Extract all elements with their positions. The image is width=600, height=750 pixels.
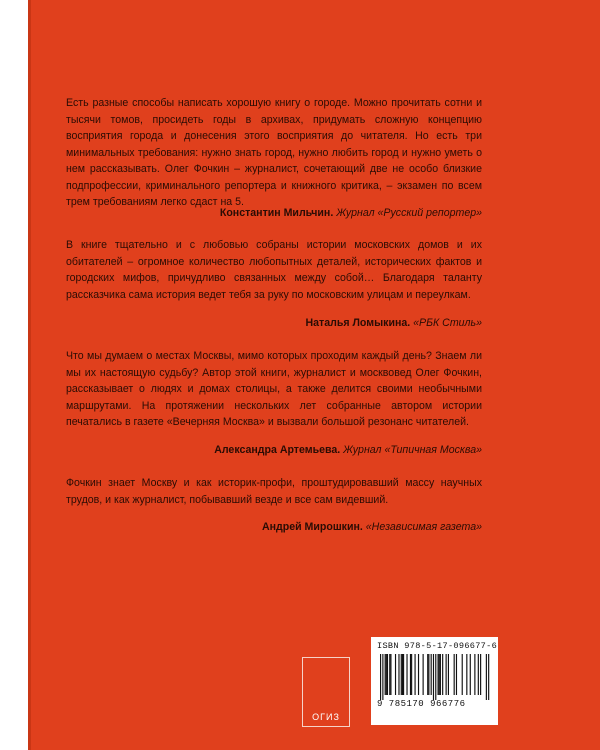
barcode-bar — [411, 654, 412, 695]
review-text-3: Что мы думаем о местах Москвы, мимо которых проходим каждый день? Знаем ли мы их настоящую судьбу? Автор этой книги, журналист и москвовед Олег Фочкин, рассказывает о людях и домах столицы, а также делится своими необычными маршрутами. На протяжении нескольких лет собранные автором истории печатались в газете «Вечерняя Москва» и вызвали большой резонанс читателей. — [66, 350, 482, 428]
barcode-bar — [486, 654, 487, 700]
barcode-bar — [387, 654, 388, 695]
barcode-bar — [380, 654, 381, 700]
barcode-bar — [438, 654, 439, 695]
barcode-bar — [470, 654, 471, 695]
barcode-bar — [448, 654, 449, 695]
isbn-label: ISBN 978-5-17-096677-6 — [377, 641, 498, 651]
barcode-bar — [428, 654, 429, 695]
barcode-bar — [406, 654, 407, 695]
barcode-bar — [427, 654, 428, 695]
publisher-logo — [302, 657, 350, 727]
review-author-4: Андрей Мирошкин. — [261, 521, 363, 533]
review-source-2: «РБК Стиль» — [413, 317, 482, 329]
barcode-bar — [480, 654, 481, 695]
barcode-bar — [402, 654, 403, 695]
barcode-bar — [395, 654, 396, 695]
review-source-3: Журнал «Типичная Москва» — [343, 444, 482, 456]
barcode-bar — [431, 654, 432, 695]
barcode-bar — [439, 654, 440, 695]
barcode-bar — [440, 654, 441, 695]
spine-edge — [28, 0, 31, 750]
review-text-2: В книге тщательно и с любовью собраны истории московских домов и их обитателей – огромное количество любопытных деталей, исторических фактов и городских мифов, причудливо связанных между собой… Благодаря таланту рассказчика сама история ведет тебя за руку по московским улицам и переулкам. — [66, 239, 482, 301]
barcode-bar — [466, 654, 467, 695]
barcode-bar — [478, 654, 479, 695]
barcode-bar — [488, 654, 489, 700]
barcode-bar — [418, 654, 419, 695]
barcode-bar — [456, 654, 457, 695]
review-attribution-1 — [220, 206, 482, 220]
barcode-bar — [389, 654, 390, 695]
barcode-bar — [462, 654, 463, 695]
barcode-bar — [390, 654, 391, 695]
review-source-1: Журнал «Русский репортер» — [336, 207, 482, 219]
barcode-bar — [446, 654, 447, 695]
barcode-bar — [423, 654, 424, 695]
review-attribution-4 — [262, 520, 482, 534]
barcode-bar — [385, 654, 386, 695]
barcode-bar — [442, 654, 443, 695]
publisher-logo-text: ОГИЗ — [312, 712, 340, 722]
barcode-bar — [403, 654, 404, 695]
barcode-bar — [386, 654, 387, 695]
barcode-bar — [401, 654, 402, 695]
barcode-bar — [435, 654, 436, 700]
barcode-bar — [454, 654, 455, 695]
barcode-bar — [410, 654, 411, 695]
review-text-1: Есть разные способы написать хорошую книгу о городе. Можно прочитать сотни и тысячи томов, просидеть годы в архивах, придумать сложную концепцию восприятия города и донесения этого восприятия до читателя. Но есть три минимальных требования: нужно знать город, нужно любить город и нужно уметь о нем рассказывать. Олег Фочкин – журналист, сочетающий две не особо близкие подпрофессии, криминального репортера и книжного критика, – экзамен по всем трем требованиям легко сдаст на 5. — [66, 97, 482, 208]
review-attribution-3 — [214, 443, 482, 457]
barcode-bar — [474, 654, 475, 695]
review-author-2: Наталья Ломыкина. — [305, 317, 411, 329]
review-text-4: Фочкин знает Москву и как историк-профи, проштудировавший массу научных трудов, и как журналист, побывавший везде и все сам видевший. — [66, 477, 482, 506]
barcode-bar — [382, 654, 383, 700]
barcode-bar — [433, 654, 434, 700]
barcode-bar — [415, 654, 416, 695]
barcode-bars — [377, 654, 492, 700]
review-author-1: Константин Мильчин. — [219, 207, 334, 219]
isbn-barcode — [371, 637, 498, 725]
review-source-4: «Независимая газета» — [365, 521, 482, 533]
barcode-digits: 9 785170 966776 — [377, 699, 466, 709]
review-author-3: Александра Артемьева. — [214, 444, 341, 456]
review-attribution-2 — [306, 316, 483, 330]
barcode-bar — [398, 654, 399, 695]
